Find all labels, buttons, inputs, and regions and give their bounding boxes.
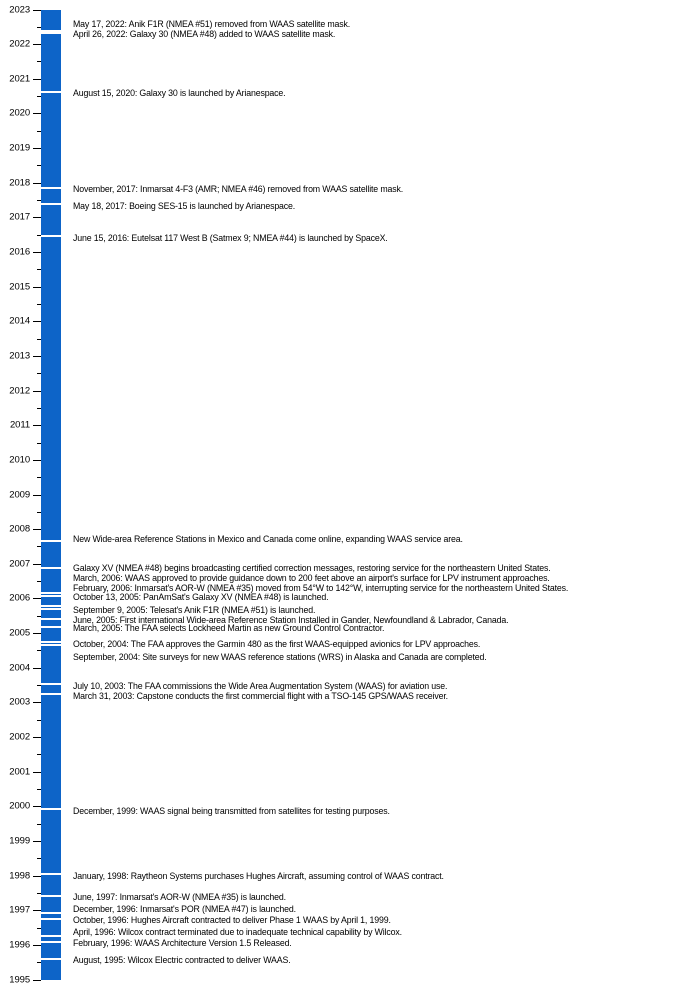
year-tick-label: 2013 [9,350,30,362]
year-minor-tick [37,858,41,859]
year-minor-tick [37,789,41,790]
year-major-tick [33,876,41,877]
year-major-tick [33,391,41,392]
year-major-tick [33,841,41,842]
event-label: November, 2017: Inmarsat 4-F3 (AMR; NMEA #46) removed from WAAS satellite mask. [73,184,404,194]
event-marker-line [41,683,61,685]
year-minor-tick [37,720,41,721]
year-tick-label: 2023 [9,4,30,15]
year-major-tick [33,44,41,45]
year-minor-tick [37,61,41,62]
year-major-tick [33,495,41,496]
year-major-tick [33,945,41,946]
event-marker-line [41,693,61,695]
year-tick-label: 2008 [9,523,30,535]
year-minor-tick [37,200,41,201]
year-major-tick [33,806,41,807]
year-tick-label: 2017 [9,211,30,223]
year-major-tick [33,633,41,634]
event-marker-line [41,592,61,594]
event-marker-line [41,91,61,93]
year-tick-label: 2009 [9,489,30,500]
year-tick-label: 2003 [9,696,30,708]
year-major-tick [33,910,41,911]
year-major-tick [33,980,41,981]
event-label: March, 2005: The FAA selects Lockheed Martin as new Ground Control Contractor. [73,622,385,633]
event-label: August, 1995: Wilcox Electric contracted to deliver WAAS. [73,954,291,965]
event-marker-line [41,32,61,34]
event-marker-line [41,873,61,875]
year-tick-label: 2022 [9,38,30,50]
year-minor-tick [37,304,41,305]
year-tick-label: 2020 [9,107,30,119]
year-minor-tick [37,96,41,97]
year-major-tick [33,148,41,149]
event-marker-line [41,895,61,897]
year-major-tick [33,217,41,218]
year-tick-label: 2006 [9,592,30,604]
event-marker-line [41,235,61,237]
event-marker-line [41,203,61,205]
year-minor-tick [37,131,41,132]
event-label: September, 2004: Site surveys for new WAAS reference stations (WRS) in Alaska and Canada are completed. [73,652,487,662]
event-label: May 17, 2022: Anik F1R (NMEA #51) removed from WAAS satellite mask. [73,19,351,29]
event-label: April 26, 2022: Galaxy 30 (NMEA #48) added to WAAS satellite mask. [73,28,336,39]
event-label: October, 2004: The FAA approves the Garmin 480 as the first WAAS-equipped avionics for LPV approaches. [73,639,481,649]
year-major-tick [33,737,41,738]
event-label: March, 2006: WAAS approved to provide guidance down to 200 feet above an airport's surface for LPV instrument approaches. [73,573,550,583]
event-label: June 15, 2016: Eutelsat 117 West B (Satmex 9; NMEA #44) is launched by SpaceX. [73,233,388,243]
year-tick-label: 1999 [9,835,30,847]
year-tick-label: 2007 [9,558,30,570]
year-tick-label: 2001 [9,766,30,778]
year-tick-label: 2004 [9,662,30,674]
event-marker-line [41,641,61,643]
year-tick-label: 2002 [9,731,30,743]
year-minor-tick [37,546,41,547]
year-major-tick [33,287,41,288]
year-major-tick [33,425,41,426]
year-minor-tick [37,650,41,651]
event-marker-line [41,187,61,189]
event-marker-line [41,935,61,937]
event-label: June, 1997: Inmarsat's AOR-W (NMEA #35) is launched. [73,892,286,902]
year-minor-tick [37,824,41,825]
event-label: February, 1996: WAAS Architecture Version 1.5 Released. [73,938,292,948]
year-minor-tick [37,269,41,270]
year-tick-label: 2012 [9,385,30,397]
year-major-tick [33,564,41,565]
year-major-tick [33,356,41,357]
year-major-tick [33,598,41,599]
year-major-tick [33,772,41,773]
event-label: September 9, 2005: Telesat's Anik F1R (NMEA #51) is launched. [73,605,316,615]
year-minor-tick [37,339,41,340]
year-minor-tick [37,581,41,582]
year-major-tick [33,252,41,253]
year-tick-label: 2000 [9,800,30,812]
year-tick-label: 1997 [9,904,30,916]
event-label: New Wide-area Reference Stations in Mexico and Canada come online, expanding WAAS service area. [73,534,463,544]
year-tick-label: 2019 [9,142,30,154]
year-minor-tick [37,165,41,166]
event-marker-line [41,567,61,569]
year-tick-label: 2011 [9,419,30,431]
year-minor-tick [37,754,41,755]
event-marker-line [41,540,61,542]
event-marker-line [41,595,61,597]
event-label: January, 1998: Raytheon Systems purchases Hughes Aircraft, assuming control of WAAS contract. [73,871,444,881]
event-label: July 10, 2003: The FAA commissions the Wide Area Augmentation System (WAAS) for aviation use. [73,680,448,691]
year-tick-label: 2021 [9,73,30,85]
event-marker-line [41,941,61,943]
year-tick-label: 2016 [9,246,30,258]
year-major-tick [33,10,41,11]
year-major-tick [33,529,41,530]
year-minor-tick [37,27,41,28]
year-major-tick [33,702,41,703]
year-tick-label: 2010 [9,454,30,466]
event-marker-line [41,918,61,920]
event-label: February, 2006: Inmarsat's AOR-W (NMEA #35) moved from 54°W to 142°W, interrupting service for the northeastern United States. [73,583,569,593]
year-major-tick [33,668,41,669]
timeline-bar [41,10,61,980]
event-label: October, 1996: Hughes Aircraft contracted to deliver Phase 1 WAAS by April 1, 1999. [73,915,391,925]
event-marker-line [41,958,61,960]
event-marker-line [41,618,61,620]
year-tick-label: 2005 [9,627,30,639]
year-tick-label: 2014 [9,315,30,327]
year-major-tick [33,183,41,184]
event-marker-line [41,608,61,610]
year-minor-tick [37,477,41,478]
event-label: December, 1996: Inmarsat's POR (NMEA #47) is launched. [73,903,296,914]
year-tick-label: 2018 [9,177,30,189]
year-minor-tick [37,373,41,374]
year-tick-label: 1995 [9,974,30,985]
event-label: October 13, 2005: PanAmSat's Galaxy XV (NMEA #48) is launched. [73,591,329,602]
year-major-tick [33,113,41,114]
event-marker-line [41,626,61,628]
event-label: August 15, 2020: Galaxy 30 is launched by Arianespace. [73,88,286,98]
event-marker-line [41,605,61,607]
year-tick-label: 1996 [9,939,30,951]
year-tick-label: 1998 [9,870,30,882]
year-tick-label: 2015 [9,281,30,293]
event-label: June, 2005: First international Wide-area Reference Station Installed in Gander, Newfoundland & Labrador, Canada. [73,614,509,625]
event-marker-line [41,644,61,646]
event-label: May 18, 2017: Boeing SES-15 is launched by Arianespace. [73,200,296,211]
event-marker-line [41,912,61,914]
event-label: December, 1999: WAAS signal being transmitted from satellites for testing purposes. [73,805,390,816]
event-marker-line [41,808,61,810]
year-minor-tick [37,928,41,929]
event-label: Galaxy XV (NMEA #48) begins broadcasting certified correction messages, restoring service for the northeastern United States. [73,563,551,573]
event-label: March 31, 2003: Capstone conducts the first commercial flight with a TSO-145 GPS/WAAS receiver. [73,690,448,701]
year-minor-tick [37,962,41,963]
year-minor-tick [37,408,41,409]
year-minor-tick [37,512,41,513]
year-minor-tick [37,443,41,444]
year-major-tick [33,321,41,322]
year-major-tick [33,79,41,80]
year-major-tick [33,460,41,461]
event-label: April, 1996: Wilcox contract terminated due to inadequate technical capability by Wilcox. [73,926,402,937]
